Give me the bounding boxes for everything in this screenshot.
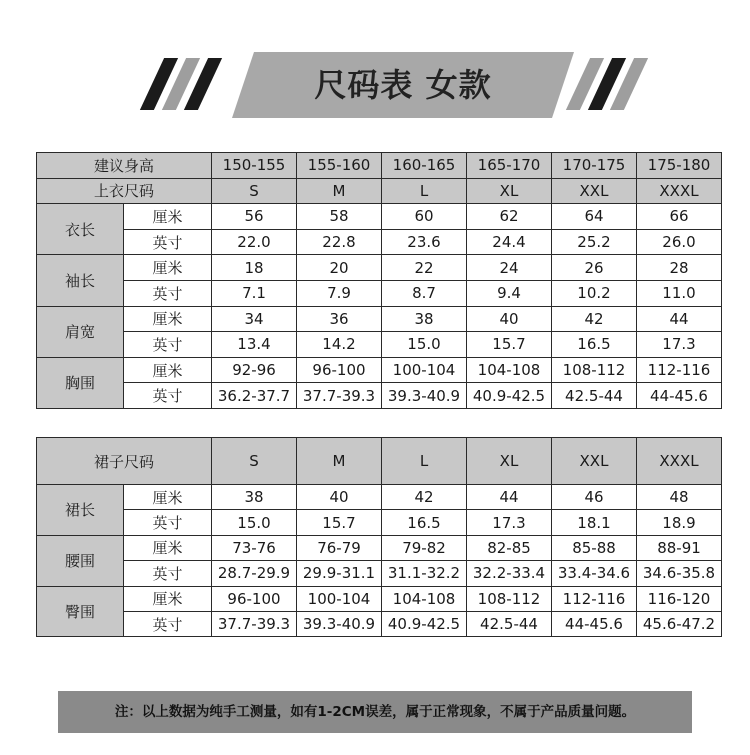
cm-value: 96-100 [297, 357, 382, 383]
table-row [37, 229, 722, 255]
unit-label: 厘米 [124, 586, 212, 611]
height-value: 150-155 [212, 153, 297, 179]
height-value: 165-170 [467, 153, 552, 179]
cm-value: 48 [637, 485, 722, 510]
cm-value: 38 [382, 306, 467, 332]
inch-value: 40.9-42.5 [382, 611, 467, 636]
height-label: 建议身高 [37, 153, 212, 179]
cm-value: 18 [212, 255, 297, 281]
inch-value: 17.3 [467, 510, 552, 535]
table-row [37, 204, 722, 230]
size-value: L [382, 178, 467, 204]
cm-value: 104-108 [467, 357, 552, 383]
cm-value: 22 [382, 255, 467, 281]
cm-value: 108-112 [552, 357, 637, 383]
size-value: M [297, 178, 382, 204]
inch-value: 37.7-39.3 [212, 611, 297, 636]
inch-value: 16.5 [382, 510, 467, 535]
cm-value: 64 [552, 204, 637, 230]
inch-value: 18.1 [552, 510, 637, 535]
inch-value: 42.5-44 [467, 611, 552, 636]
cm-value: 112-116 [637, 357, 722, 383]
size-value: XXXL [637, 438, 722, 485]
inch-value: 15.7 [467, 332, 552, 358]
page-title: 尺码表 女款 [314, 66, 492, 104]
inch-value: 14.2 [297, 332, 382, 358]
inch-value: 42.5-44 [552, 383, 637, 409]
cm-value: 76-79 [297, 535, 382, 560]
cm-value: 85-88 [552, 535, 637, 560]
unit-label: 英寸 [124, 561, 212, 586]
table-row [37, 535, 722, 560]
unit-label: 厘米 [124, 357, 212, 383]
inch-value: 7.9 [297, 280, 382, 306]
measure-name: 胸围 [37, 357, 124, 408]
cm-value: 73-76 [212, 535, 297, 560]
skirt-size-label: 裙子尺码 [37, 438, 212, 485]
inch-value: 17.3 [637, 332, 722, 358]
table-row [37, 611, 722, 636]
table-row [37, 561, 722, 586]
inch-value: 31.1-32.2 [382, 561, 467, 586]
inch-value: 36.2-37.7 [212, 383, 297, 409]
cm-value: 44 [467, 485, 552, 510]
size-value: S [212, 438, 297, 485]
size-value: M [297, 438, 382, 485]
cm-value: 112-116 [552, 586, 637, 611]
cm-value: 82-85 [467, 535, 552, 560]
header-row-height [37, 153, 722, 179]
size-value: XXL [552, 438, 637, 485]
unit-label: 英寸 [124, 280, 212, 306]
inch-value: 28.7-29.9 [212, 561, 297, 586]
inch-value: 10.2 [552, 280, 637, 306]
cm-value: 96-100 [212, 586, 297, 611]
table-row [37, 306, 722, 332]
unit-label: 厘米 [124, 485, 212, 510]
inch-value: 23.6 [382, 229, 467, 255]
cm-value: 28 [637, 255, 722, 281]
inch-value: 40.9-42.5 [467, 383, 552, 409]
unit-label: 厘米 [124, 255, 212, 281]
title-banner [0, 52, 750, 118]
inch-value: 25.2 [552, 229, 637, 255]
size-label: 上衣尺码 [37, 178, 212, 204]
table-row [37, 485, 722, 510]
cm-value: 100-104 [297, 586, 382, 611]
measurement-note: 注：以上数据为纯手工测量，如有1-2CM误差，属于正常现象，不属于产品质量问题。 [58, 691, 692, 733]
inch-value: 34.6-35.8 [637, 561, 722, 586]
size-value: S [212, 178, 297, 204]
cm-value: 100-104 [382, 357, 467, 383]
cm-value: 66 [637, 204, 722, 230]
measure-name: 袖长 [37, 255, 124, 306]
cm-value: 40 [467, 306, 552, 332]
table-row [37, 255, 722, 281]
inch-value: 33.4-34.6 [552, 561, 637, 586]
inch-value: 44-45.6 [637, 383, 722, 409]
unit-label: 英寸 [124, 383, 212, 409]
cm-value: 108-112 [467, 586, 552, 611]
height-value: 170-175 [552, 153, 637, 179]
inch-value: 37.7-39.3 [297, 383, 382, 409]
table-row [37, 357, 722, 383]
table-row [37, 510, 722, 535]
height-value: 175-180 [637, 153, 722, 179]
cm-value: 44 [637, 306, 722, 332]
table-row [37, 332, 722, 358]
unit-label: 厘米 [124, 306, 212, 332]
inch-value: 15.7 [297, 510, 382, 535]
cm-value: 56 [212, 204, 297, 230]
size-value: XL [467, 438, 552, 485]
inch-value: 29.9-31.1 [297, 561, 382, 586]
table-row [37, 586, 722, 611]
unit-label: 厘米 [124, 204, 212, 230]
inch-value: 18.9 [637, 510, 722, 535]
height-value: 160-165 [382, 153, 467, 179]
inch-value: 39.3-40.9 [297, 611, 382, 636]
cm-value: 60 [382, 204, 467, 230]
cm-value: 40 [297, 485, 382, 510]
inch-value: 9.4 [467, 280, 552, 306]
height-value: 155-160 [297, 153, 382, 179]
cm-value: 79-82 [382, 535, 467, 560]
cm-value: 34 [212, 306, 297, 332]
inch-value: 32.2-33.4 [467, 561, 552, 586]
inch-value: 16.5 [552, 332, 637, 358]
table-row [37, 280, 722, 306]
top-size-table [36, 152, 722, 409]
inch-value: 8.7 [382, 280, 467, 306]
inch-value: 15.0 [382, 332, 467, 358]
cm-value: 62 [467, 204, 552, 230]
cm-value: 116-120 [637, 586, 722, 611]
cm-value: 42 [552, 306, 637, 332]
inch-value: 26.0 [637, 229, 722, 255]
inch-value: 15.0 [212, 510, 297, 535]
size-value: XXXL [637, 178, 722, 204]
size-value: XL [467, 178, 552, 204]
cm-value: 58 [297, 204, 382, 230]
measure-name: 臀围 [37, 586, 124, 637]
unit-label: 英寸 [124, 229, 212, 255]
inch-value: 44-45.6 [552, 611, 637, 636]
inch-value: 11.0 [637, 280, 722, 306]
cm-value: 92-96 [212, 357, 297, 383]
cm-value: 26 [552, 255, 637, 281]
size-value: XXL [552, 178, 637, 204]
cm-value: 36 [297, 306, 382, 332]
inch-value: 24.4 [467, 229, 552, 255]
unit-label: 英寸 [124, 510, 212, 535]
inch-value: 45.6-47.2 [637, 611, 722, 636]
skirt-size-table [36, 437, 722, 637]
cm-value: 24 [467, 255, 552, 281]
cm-value: 38 [212, 485, 297, 510]
table-row [37, 383, 722, 409]
unit-label: 英寸 [124, 332, 212, 358]
cm-value: 20 [297, 255, 382, 281]
measure-name: 腰围 [37, 535, 124, 586]
cm-value: 46 [552, 485, 637, 510]
inch-value: 22.8 [297, 229, 382, 255]
header-row-size [37, 178, 722, 204]
inch-value: 13.4 [212, 332, 297, 358]
unit-label: 厘米 [124, 535, 212, 560]
inch-value: 7.1 [212, 280, 297, 306]
cm-value: 88-91 [637, 535, 722, 560]
inch-value: 22.0 [212, 229, 297, 255]
inch-value: 39.3-40.9 [382, 383, 467, 409]
measure-name: 衣长 [37, 204, 124, 255]
measure-name: 肩宽 [37, 306, 124, 357]
measure-name: 裙长 [37, 485, 124, 536]
size-value: L [382, 438, 467, 485]
cm-value: 42 [382, 485, 467, 510]
header-row-size [37, 438, 722, 485]
cm-value: 104-108 [382, 586, 467, 611]
unit-label: 英寸 [124, 611, 212, 636]
